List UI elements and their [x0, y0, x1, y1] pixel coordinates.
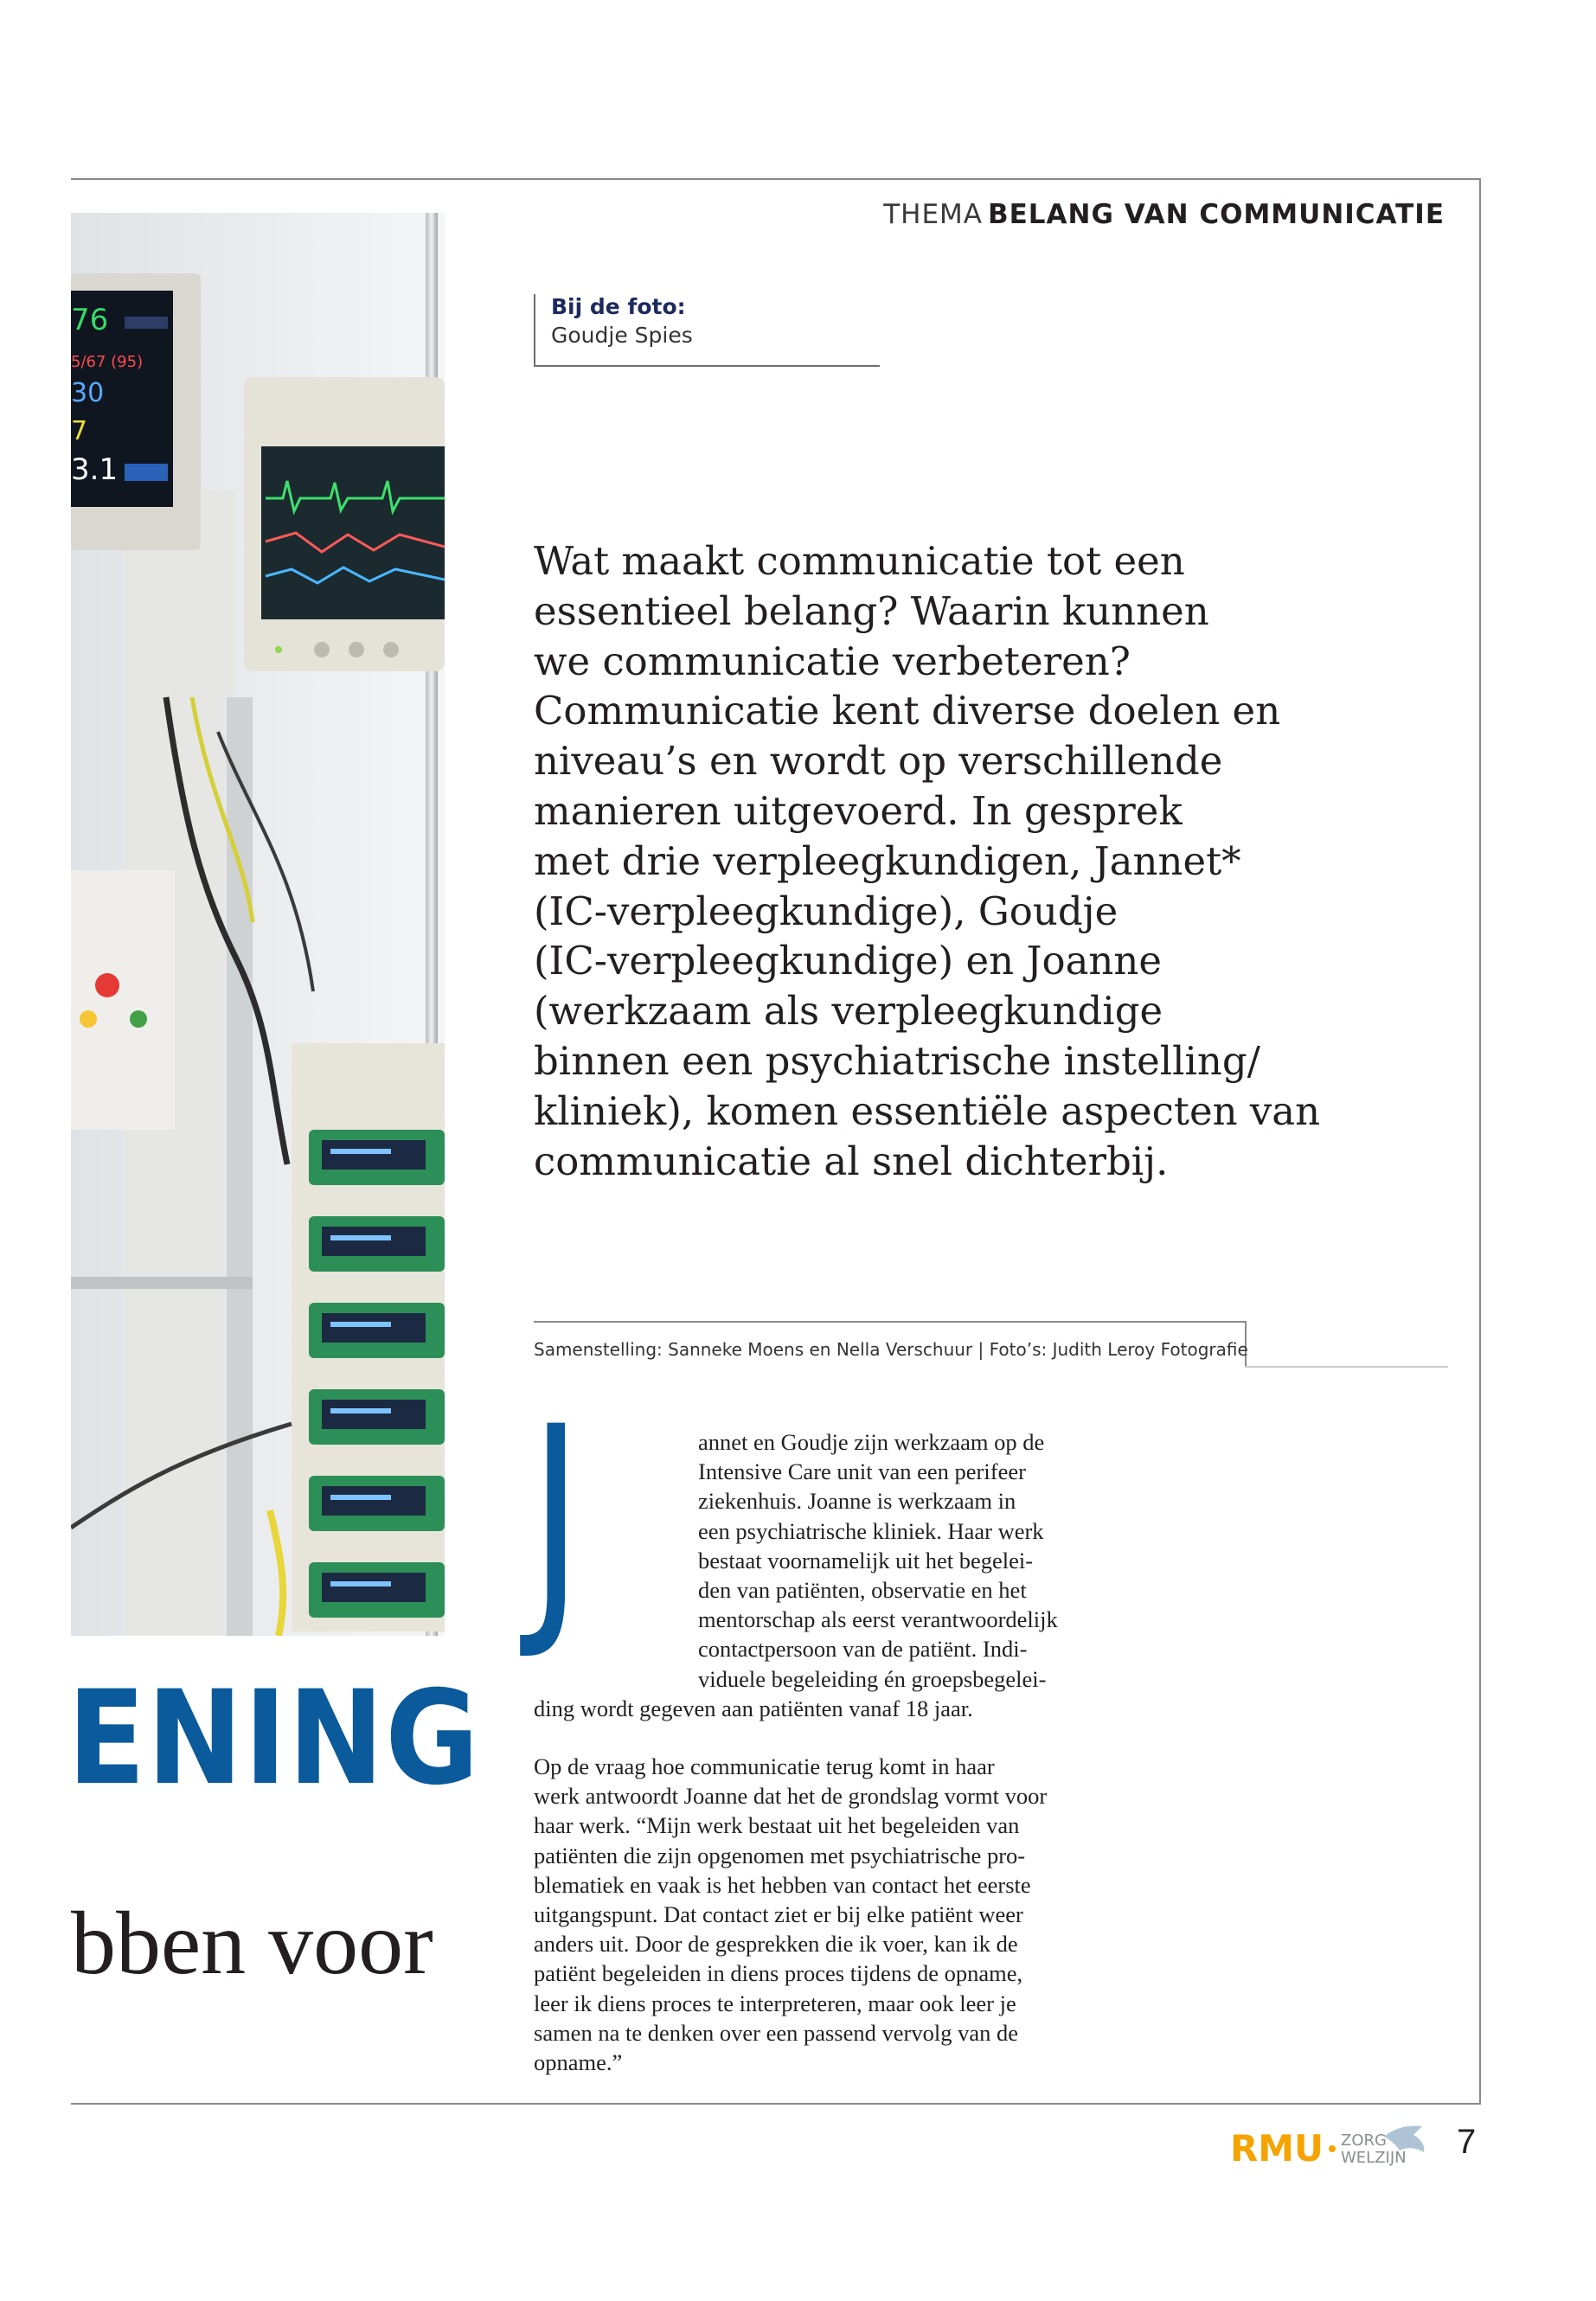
monitor-readout: 5/67 (95) [71, 353, 144, 371]
body-line: uitgangspunt. Dat contact ziet er bij elke patiënt weer [534, 1901, 1023, 1928]
body-paragraph-2 [534, 1752, 1087, 2077]
body-paragraph-1 [534, 1427, 1087, 1723]
spread-subtitle-fragment: bben voor [71, 1894, 433, 1993]
body-line: ziekenhuis. Joanne is werkzaam in [698, 1488, 1016, 1515]
intro-paragraph [534, 536, 1321, 1186]
page-frame-bottom [71, 2103, 1481, 2105]
body-line: Intensive Care unit van een perifeer [698, 1458, 1026, 1485]
intro-line: we communicatie verbeteren? [534, 638, 1131, 684]
body-line: opname.” [534, 2049, 623, 2076]
monitor-readout: 30 [71, 378, 105, 408]
icu-equipment-photo [71, 213, 445, 1636]
credit-rule-extension [1245, 1366, 1448, 1368]
intro-line: Wat maakt communicatie tot een [534, 538, 1185, 584]
photo-caption [534, 294, 880, 367]
body-line: leer ik diens proces te interpreteren, maar ook leer je [534, 1990, 1016, 2016]
rmu-zorg-welzijn-logo [1230, 2121, 1429, 2173]
body-line: werk antwoordt Joanne dat het de grondslag vormt voor [534, 1783, 1048, 1810]
body-line: den van patiënten, observatie en het [698, 1577, 1027, 1604]
header-section-title: BELANG VAN COMMUNICATIE [988, 199, 1445, 230]
body-line: annet en Goudje zijn werkzaam op de [698, 1429, 1045, 1455]
intro-line: met drie verpleegkundigen, Jannet* [534, 837, 1241, 884]
intro-line: communicatie al snel dichterbij. [534, 1138, 1169, 1184]
header-thema: THEMA [883, 199, 983, 230]
body-line: anders uit. Door de gesprekken die ik voer, kan ik de [534, 1931, 1018, 1958]
body-line: contactpersoon van de patiënt. Indi- [698, 1636, 1028, 1663]
intro-line: niveau’s en wordt op verschillende [534, 738, 1223, 785]
intro-line: (werkzaam als verpleegkundige [534, 988, 1163, 1035]
intro-line: kliniek), komen essentiële aspecten van [534, 1087, 1321, 1134]
monitor-readout: 7 [71, 416, 88, 446]
intro-line: binnen een psychiatrische instelling/ [534, 1037, 1260, 1084]
intro-line: (IC-verpleegkundige) en Joanne [534, 938, 1162, 984]
monitor-readout: 3.1 [71, 452, 119, 487]
body-line: blematiek en vaak is het hebben van contact het eerste [534, 1871, 1031, 1898]
body-line: viduele begeleiding én groepsbegelei- [698, 1665, 1047, 1692]
logo-zorg: ZORG [1341, 2131, 1387, 2150]
page-frame-top [71, 178, 1481, 180]
intro-line: (IC-verpleegkundige), Goudje [534, 888, 1118, 934]
body-line: bestaat voornamelijk uit het begelei- [698, 1547, 1034, 1574]
credit-rule [534, 1321, 1245, 1323]
logo-rmu: RMU [1230, 2127, 1324, 2170]
logo-welzijn: WELZIJN [1341, 2149, 1407, 2167]
spread-title-fragment: ENING [67, 1663, 481, 1814]
body-line: patiënten die zijn opgenomen met psychiatrische pro- [534, 1842, 1026, 1868]
body-line: ding wordt gegeven aan patiënten vanaf 18 jaar. [534, 1695, 973, 1721]
credits: Samenstelling: Sanneke Moens en Nella Verschuur | Foto’s: Judith Leroy Fotografie [534, 1339, 1248, 1360]
monitor-readout: 76 [71, 303, 109, 337]
intro-line: essentieel belang? Waarin kunnen [534, 587, 1209, 634]
body-line: samen na te denken over een passend vervolg van de [534, 2019, 1018, 2046]
intro-line: manieren uitgevoerd. In gesprek [534, 787, 1183, 834]
page-number: 7 [1457, 2123, 1477, 2161]
body-line: mentorschap als eerst verantwoordelijk [698, 1606, 1058, 1633]
section-header [883, 199, 1445, 230]
caption-value: Goudje Spies [551, 323, 693, 348]
caption-label: Bij de foto: [551, 294, 686, 319]
body-line: een psychiatrische kliniek. Haar werk [698, 1517, 1044, 1544]
body-line: patiënt begeleiden in diens proces tijdens de opname, [534, 1960, 1023, 1987]
body-line: haar werk. “Mijn werk bestaat uit het begeleiden van [534, 1812, 1020, 1839]
body-line: Op de vraag hoe communicatie terug komt in haar [534, 1753, 995, 1779]
page-frame-right [1479, 178, 1481, 2104]
drop-cap: J [529, 1374, 583, 1665]
intro-line: Communicatie kent diverse doelen en [534, 688, 1281, 734]
